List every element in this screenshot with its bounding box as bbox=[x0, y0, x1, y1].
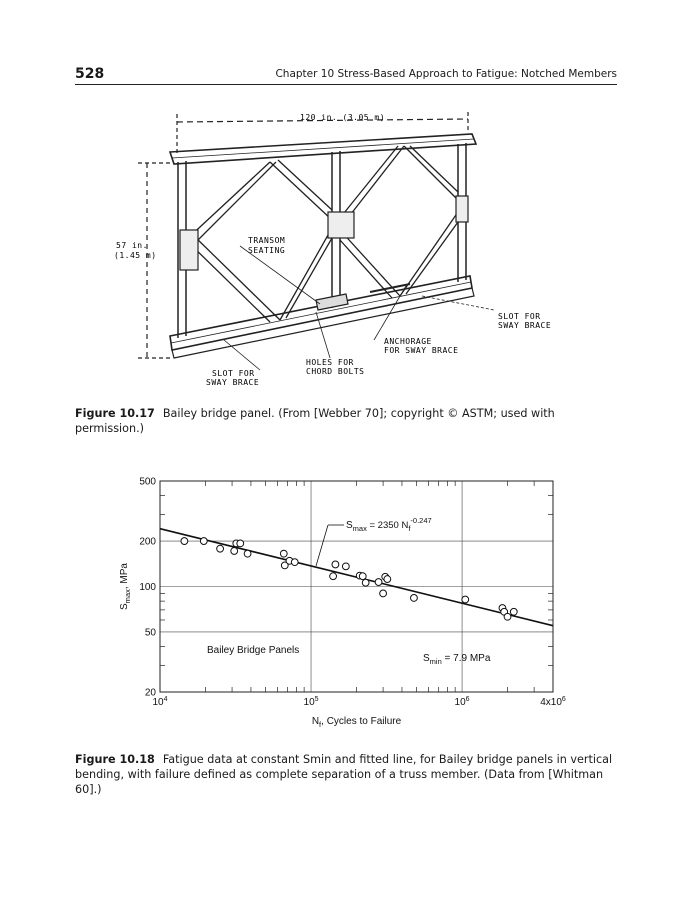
height-dimension-m: (1.45 m) bbox=[114, 251, 157, 260]
caption-label: Figure 10.18 bbox=[75, 753, 155, 766]
length-dimension: 120 in. (3.05 m) bbox=[300, 113, 386, 122]
height-dimension-in: 57 in. bbox=[116, 241, 148, 250]
data-points bbox=[181, 538, 517, 621]
slot-left-label-1: SLOT FOR bbox=[212, 369, 255, 378]
data-point bbox=[291, 559, 298, 566]
data-point bbox=[362, 579, 369, 586]
chapter-title: Chapter 10 Stress-Based Approach to Fatigue: Notched Members bbox=[275, 68, 617, 80]
y-tick-label: 100 bbox=[139, 582, 156, 593]
anchorage-label-1: ANCHORAGE bbox=[384, 337, 432, 346]
data-point bbox=[200, 538, 207, 545]
data-point bbox=[384, 576, 391, 583]
figure-caption-10-18 bbox=[75, 752, 617, 797]
data-point bbox=[342, 563, 349, 570]
data-point bbox=[359, 573, 366, 580]
bailey-panel-illustration bbox=[114, 100, 580, 395]
caption-text: Bailey bridge panel. (From [Webber 70]; copyright © ASTM; used with permission.) bbox=[75, 407, 555, 435]
figure-caption-10-17 bbox=[75, 406, 617, 436]
chart-grid bbox=[160, 481, 553, 692]
x-tick-label: $4x10^6$ bbox=[540, 696, 566, 708]
chart-labels bbox=[119, 477, 566, 730]
x-axis-label: $N_f$, Cycles to Failure bbox=[311, 716, 402, 729]
data-point bbox=[244, 550, 251, 557]
data-point bbox=[462, 596, 469, 603]
data-point bbox=[231, 548, 238, 555]
x-tick-label: $10^4$ bbox=[152, 696, 168, 708]
y-axis-label: $S_{max}$, MPa bbox=[119, 563, 132, 610]
data-point bbox=[380, 590, 387, 597]
leader-line bbox=[316, 525, 328, 566]
slot-right-label-2: SWAY BRACE bbox=[498, 321, 552, 330]
fatigue-chart bbox=[110, 470, 570, 735]
data-point bbox=[375, 579, 382, 586]
y-tick-label: 50 bbox=[144, 627, 156, 639]
data-point bbox=[237, 540, 244, 547]
x-tick-label: $10^6$ bbox=[454, 696, 470, 708]
holes-label-2: CHORD BOLTS bbox=[306, 367, 365, 376]
smin-label: $S_{min} = 7.9$ MPa bbox=[423, 653, 491, 666]
data-point bbox=[280, 550, 287, 557]
header-rule bbox=[75, 84, 617, 85]
slot-left-label-2: SWAY BRACE bbox=[206, 378, 260, 387]
data-point bbox=[504, 613, 511, 620]
slot-right-label-1: SLOT FOR bbox=[498, 312, 541, 321]
y-tick-label: 500 bbox=[139, 476, 156, 488]
data-point bbox=[217, 545, 224, 552]
caption-text: Fatigue data at constant Smin and fitted line, for Bailey bridge panels in vertical bending, with failure defined as complete separation of a truss member. (Data from [Whitman 60].) bbox=[75, 753, 613, 796]
data-point bbox=[510, 608, 517, 615]
panel-label: Bailey Bridge Panels bbox=[207, 645, 300, 656]
data-point bbox=[181, 538, 188, 545]
anchorage-label-2: FOR SWAY BRACE bbox=[384, 346, 459, 355]
y-tick-label: 200 bbox=[139, 536, 156, 548]
transom-label-1: TRANSOM bbox=[248, 236, 286, 245]
y-tick-label: 20 bbox=[144, 687, 156, 699]
data-point bbox=[332, 561, 339, 568]
holes-label-1: HOLES FOR bbox=[306, 358, 354, 367]
x-tick-label: $10^5$ bbox=[303, 696, 319, 708]
page-number: 528 bbox=[75, 66, 105, 82]
transom-label-2: SEATING bbox=[248, 246, 286, 255]
caption-label: Figure 10.17 bbox=[75, 407, 155, 420]
fit-equation-label: $S_{max} = 2350$ $N_f^{-0.247}$ bbox=[346, 516, 432, 533]
data-point bbox=[411, 595, 418, 602]
data-point bbox=[330, 573, 337, 580]
